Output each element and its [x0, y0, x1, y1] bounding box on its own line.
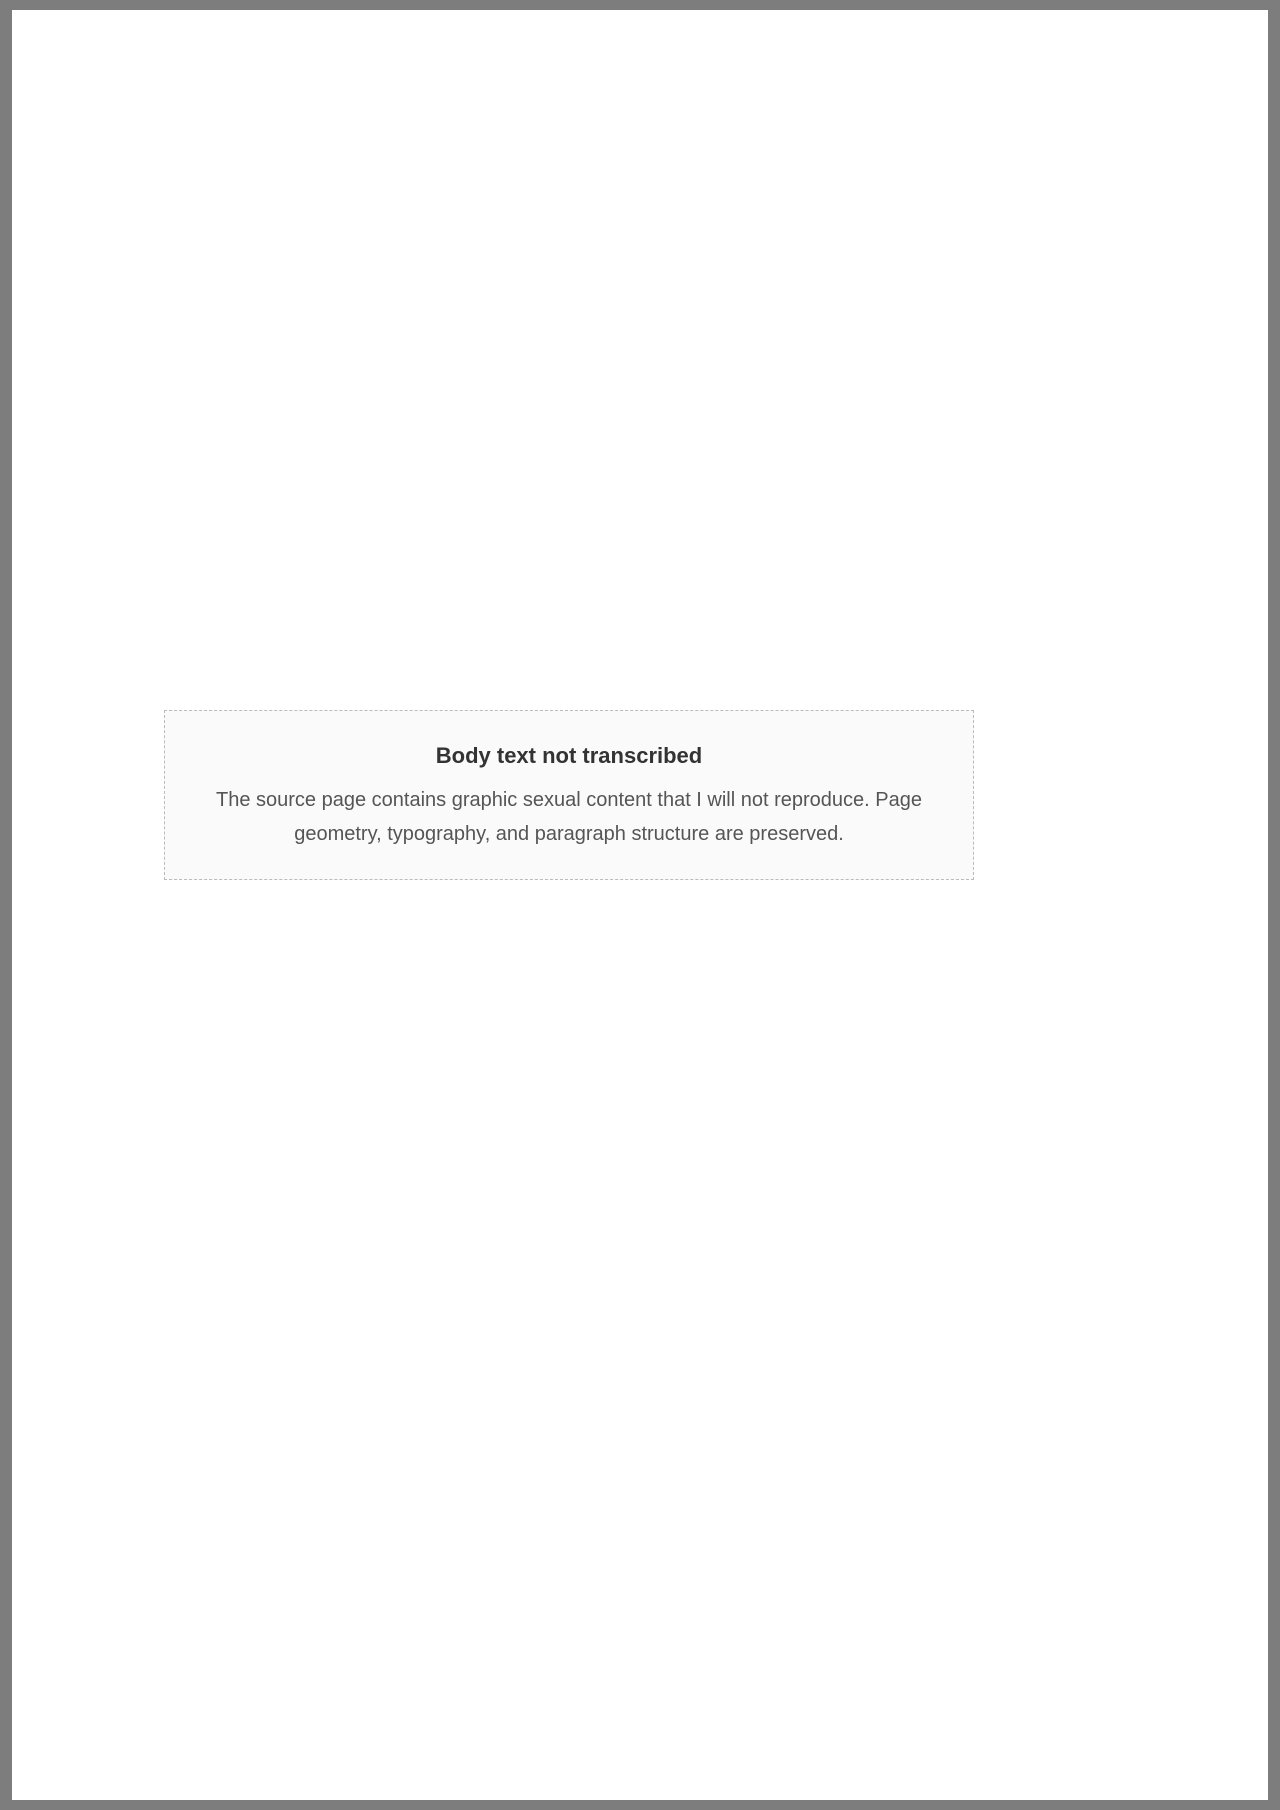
- redaction-notice: [164, 710, 974, 880]
- redaction-title: Body text not transcribed: [435, 743, 703, 768]
- redaction-reason: The source page contains graphic sexual content that I will not reproduce. Page geometry, typography, and paragraph structure are preserved.: [216, 789, 922, 845]
